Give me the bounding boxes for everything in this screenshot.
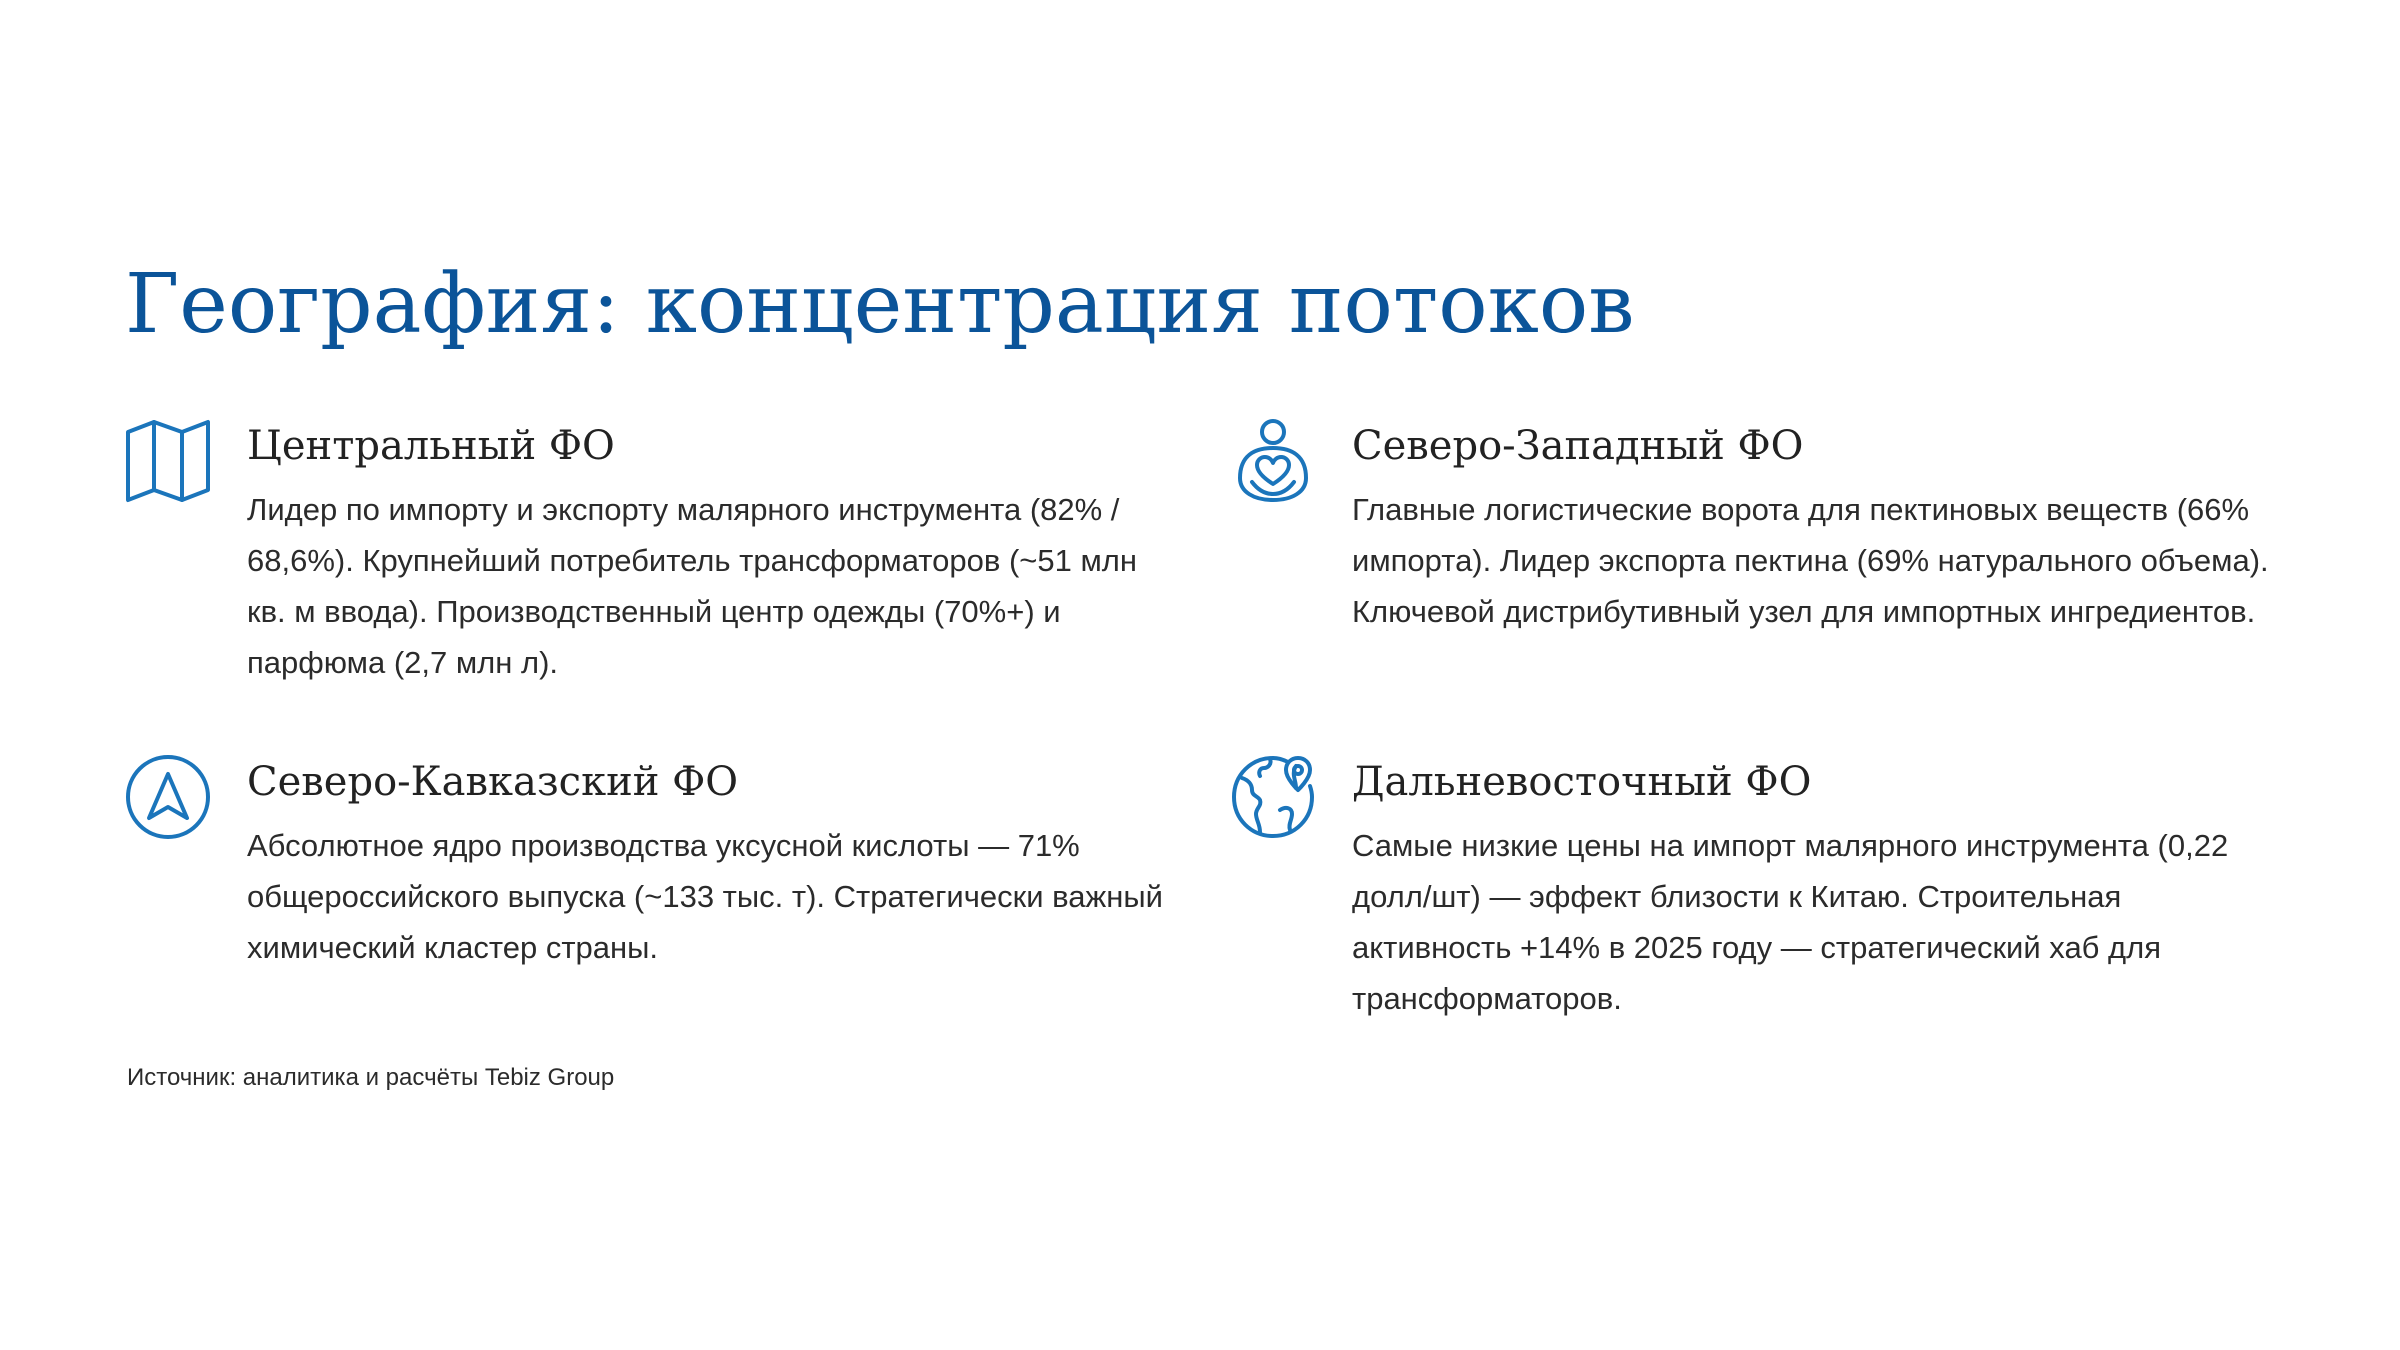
person-heart-icon <box>1230 418 1316 504</box>
card-title: Северо-Западный ФО <box>1352 423 1804 469</box>
page-title: География: концентрация потоков <box>125 257 1635 352</box>
card-text: Самые низкие цены на импорт малярного инструмента (0,22 долл/шт) — эффект близости к Китаю. Строительная активность +14% в 2025 году — стратегический хаб для трансформаторов. <box>1352 828 2229 1016</box>
source-note: Источник: аналитика и расчёты Tebiz Group <box>127 1064 615 1091</box>
card-title: Северо-Кавказский ФО <box>247 759 739 805</box>
card-text: Абсолютное ядро производства уксусной кислоты — 71% общероссийского выпуска (~133 тыс. т). Стратегически важный химический кластер страны. <box>247 828 1163 965</box>
card-title: Дальневосточный ФО <box>1352 759 1812 805</box>
card-text: Главные логистические ворота для пектиновых веществ (66% импорта). Лидер экспорта пектина (69% натурального объема). Ключевой дистрибутивный узел для импортных ингредиентов. <box>1352 492 2269 629</box>
globe-pin-icon <box>1230 754 1316 840</box>
map-icon <box>125 418 211 504</box>
card-text: Лидер по импорту и экспорту малярного инструмента (82% / 68,6%). Крупнейший потребитель трансформаторов (~51 млн кв. м ввода). Производственный центр одежды (70%+) и парфюма (2,7 млн л). <box>247 492 1137 680</box>
card-title: Центральный ФО <box>247 423 615 469</box>
navigation-arrow-icon <box>125 754 211 840</box>
